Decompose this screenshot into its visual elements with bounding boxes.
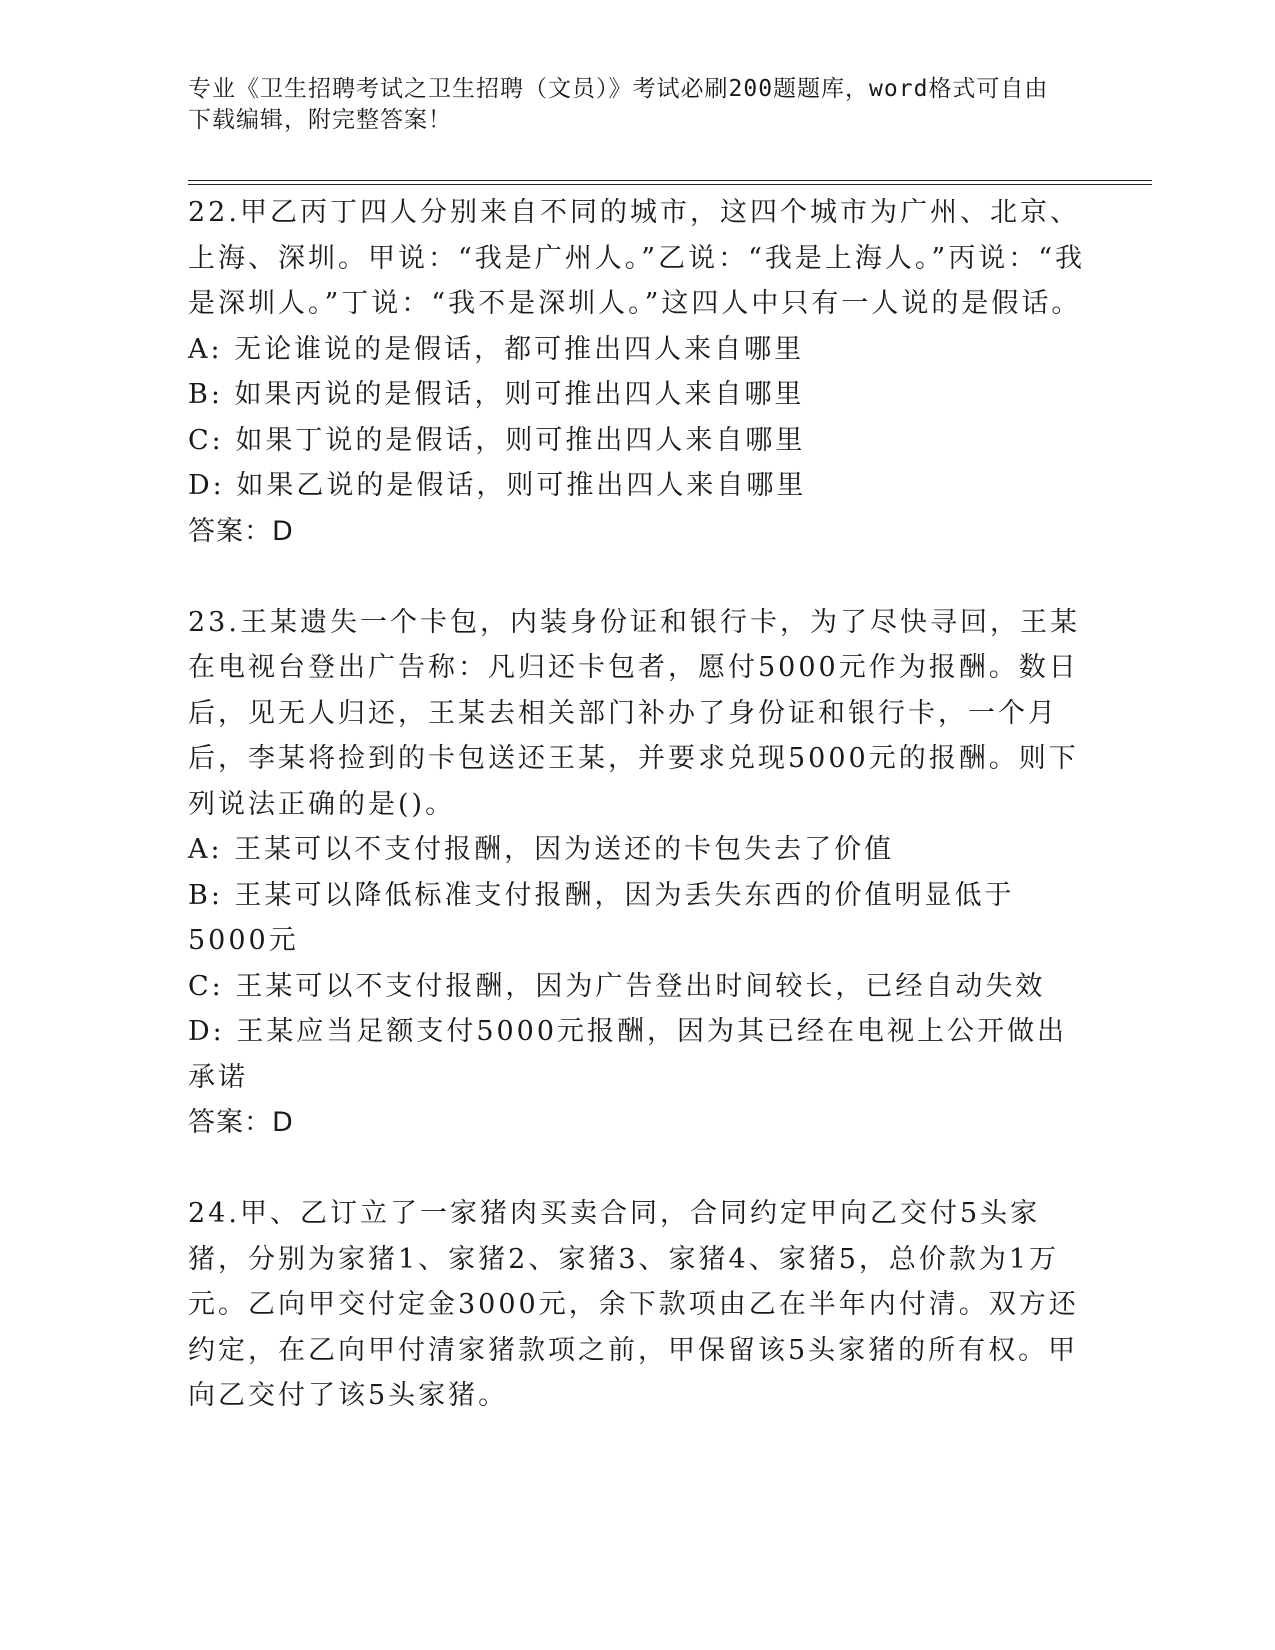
question-24: [188, 1191, 1088, 1419]
document-header: [188, 74, 1068, 136]
question-list: [188, 190, 1088, 1419]
question-stem: 22.甲乙丙丁四人分别来自不同的城市，这四个城市为广州、北京、上海、深圳。甲说：“我是广州人。”乙说：“我是上海人。”丙说：“我是深圳人。”丁说：“我不是深圳人。”这四人中只有一人说的是假话。: [188, 197, 1086, 319]
document-title: 专业《卫生招聘考试之卫生招聘（文员）》考试必刷200题题库，word格式可自由下载编辑，附完整答案！: [188, 76, 1049, 133]
option-a: A: 王某可以不支付报酬，因为送还的卡包失去了价值: [188, 834, 895, 865]
question-stem: 23.王某遗失一个卡包，内装身份证和银行卡，为了尽快寻回，王某在电视台登出广告称：凡归还卡包者，愿付5000元作为报酬。数日后，见无人归还，王某去相关部门补办了身份证和银行卡，一个月后，李某将捡到的卡包送还王某，并要求兑现5000元的报酬。则下列说法正确的是()。: [188, 606, 1080, 820]
option-c: C: 如果丁说的是假话，则可推出四人来自哪里: [188, 424, 806, 456]
option-d: D: 王某应当足额支付5000元报酬，因为其已经在电视上公开做出承诺: [188, 1016, 1068, 1093]
header-divider-top: [188, 180, 1152, 181]
option-d: D: 如果乙说的是假话，则可推出四人来自哪里: [188, 470, 807, 501]
header-divider-bottom: [188, 184, 1152, 185]
question-23: [188, 600, 1088, 1146]
question-spacer: [188, 1146, 1088, 1192]
option-b: B: 王某可以降低标准支付报酬，因为丢失东西的价值明显低于5000元: [188, 879, 1015, 956]
question-spacer: [188, 554, 1088, 600]
question-stem: 24.甲、乙订立了一家猪肉买卖合同，合同约定甲向乙交付5头家猪，分别为家猪1、家猪2、家猪3、家猪4、家猪5，总价款为1万元。乙向甲交付定金3000元，余下款项由乙在半年内付清。双方还约定，在乙向甲付清家猪款项之前，甲保留该5头家猪的所有权。甲向乙交付了该5头家猪。: [188, 1198, 1079, 1411]
option-b: B: 如果丙说的是假话，则可推出四人来自哪里: [188, 379, 805, 410]
answer-label: 答案：D: [188, 515, 294, 547]
option-c: C: 王某可以不支付报酬，因为广告登出时间较长，已经自动失效: [188, 970, 1046, 1002]
question-22: [188, 190, 1088, 554]
option-a: A: 无论谁说的是假话，都可推出四人来自哪里: [188, 333, 805, 365]
answer-label: 答案：D: [188, 1107, 294, 1138]
